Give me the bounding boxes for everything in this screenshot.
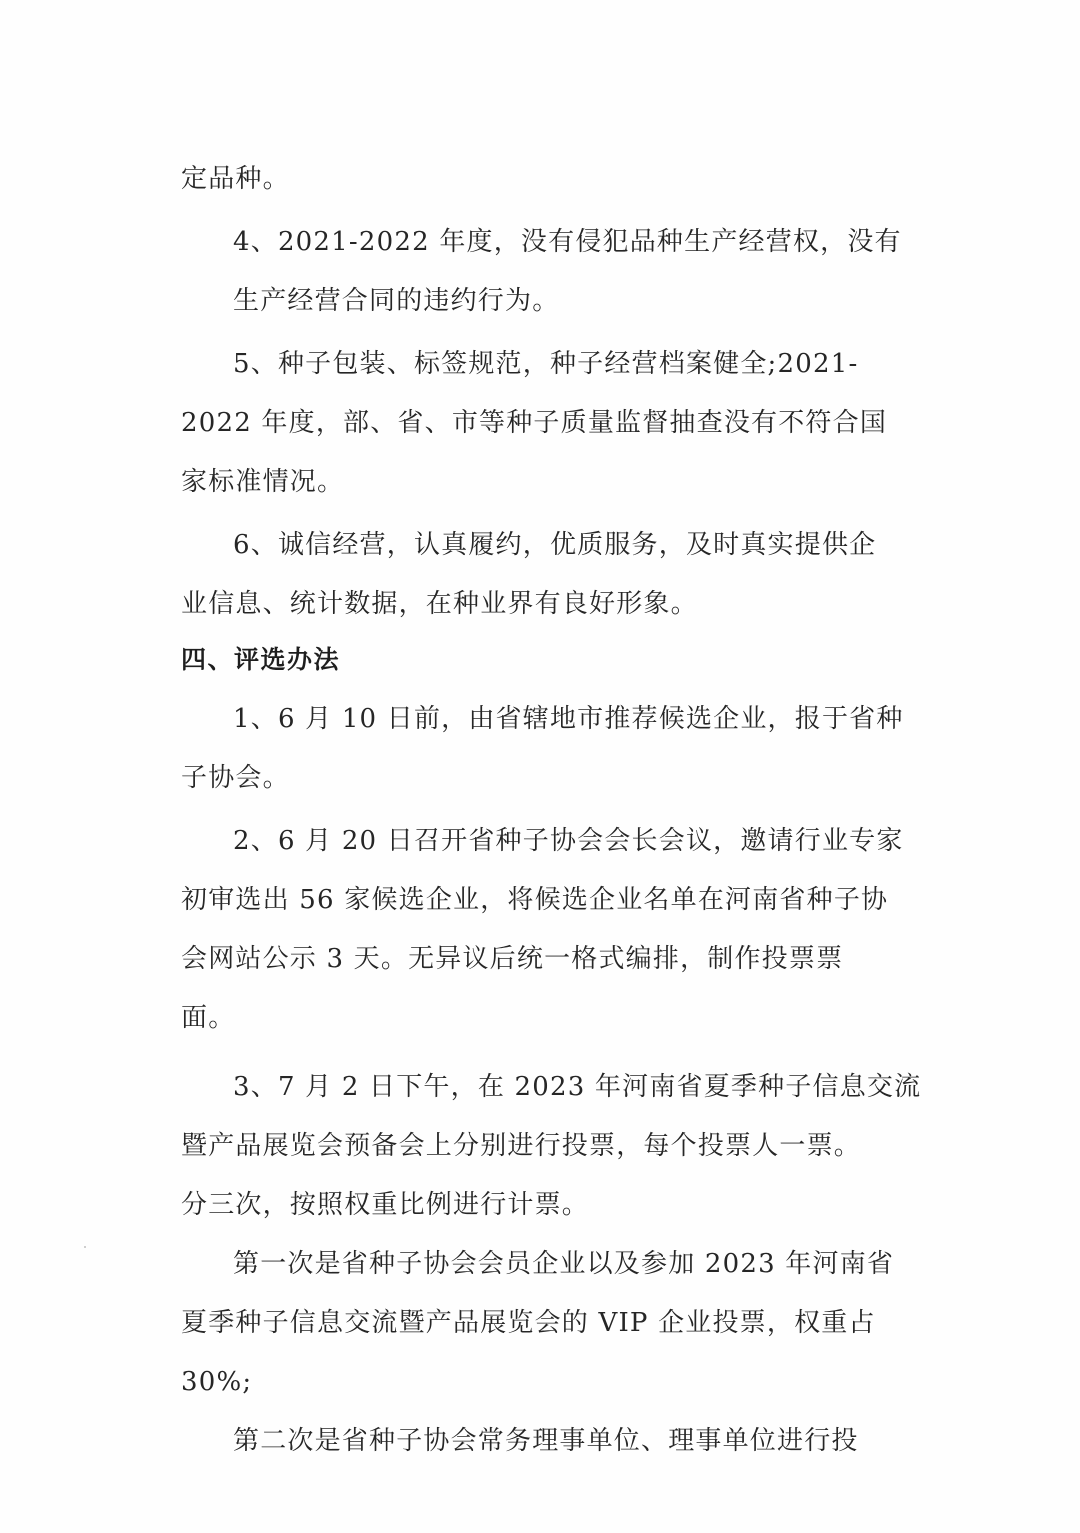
text-line: 夏季种子信息交流暨产品展览会的 VIP 企业投票，权重占 bbox=[181, 1308, 876, 1338]
criterion-5-paragraph bbox=[181, 335, 896, 512]
continued-paragraph bbox=[181, 150, 896, 209]
text-line: 第一次是省种子协会会员企业以及参加 2023 年河南省 bbox=[233, 1249, 895, 1279]
text-line: 3、7 月 2 日下午，在 2023 年河南省夏季种子信息交流 bbox=[233, 1072, 922, 1102]
method-1-paragraph bbox=[181, 690, 904, 808]
method-2-paragraph bbox=[181, 812, 904, 1048]
text-line: 子协会。 bbox=[181, 763, 290, 793]
text-line: 4、2021-2022 年度，没有侵犯品种生产经营权，没有 bbox=[233, 227, 902, 257]
text-line: 暨产品展览会预备会上分别进行投票，每个投票人一票。 bbox=[181, 1131, 862, 1161]
text-line: 30%; bbox=[181, 1367, 253, 1397]
text-line: 面。 bbox=[181, 1003, 236, 1033]
round-2-paragraph bbox=[181, 1412, 896, 1471]
text-line: 分三次，按照权重比例进行计票。 bbox=[181, 1190, 590, 1220]
text-line: 业信息、统计数据，在种业界有良好形象。 bbox=[181, 589, 698, 619]
text-line: 第二次是省种子协会常务理事单位、理事单位进行投 bbox=[233, 1426, 859, 1456]
text-line: 定品种。 bbox=[181, 164, 290, 194]
document-body bbox=[181, 150, 922, 1471]
text-line: 家标准情况。 bbox=[181, 467, 345, 497]
text-line: 生产经营合同的违约行为。 bbox=[233, 286, 560, 316]
text-line: 5、种子包装、标签规范，种子经营档案健全;2021- bbox=[233, 349, 859, 379]
text-line: 2022 年度，部、省、市等种子质量监督抽查没有不符合国 bbox=[181, 408, 888, 438]
scan-speck bbox=[84, 1246, 86, 1248]
text-line: 1、6 月 10 日前，由省辖地市推荐候选企业，报于省种 bbox=[233, 704, 904, 734]
method-3-paragraph bbox=[181, 1058, 922, 1235]
criterion-6-paragraph bbox=[181, 516, 896, 634]
text-line: 6、诚信经营，认真履约，优质服务，及时真实提供企 bbox=[233, 530, 877, 560]
text-line: 会网站公示 3 天。无异议后统一格式编排，制作投票票 bbox=[181, 944, 844, 974]
text-line: 初审选出 56 家候选企业，将候选企业名单在河南省种子协 bbox=[181, 885, 889, 915]
criterion-4-paragraph bbox=[181, 213, 902, 331]
round-1-paragraph bbox=[181, 1235, 896, 1412]
text-line: 2、6 月 20 日召开省种子协会会长会议，邀请行业专家 bbox=[233, 826, 904, 856]
section-heading: 四、评选办法 bbox=[181, 645, 341, 674]
